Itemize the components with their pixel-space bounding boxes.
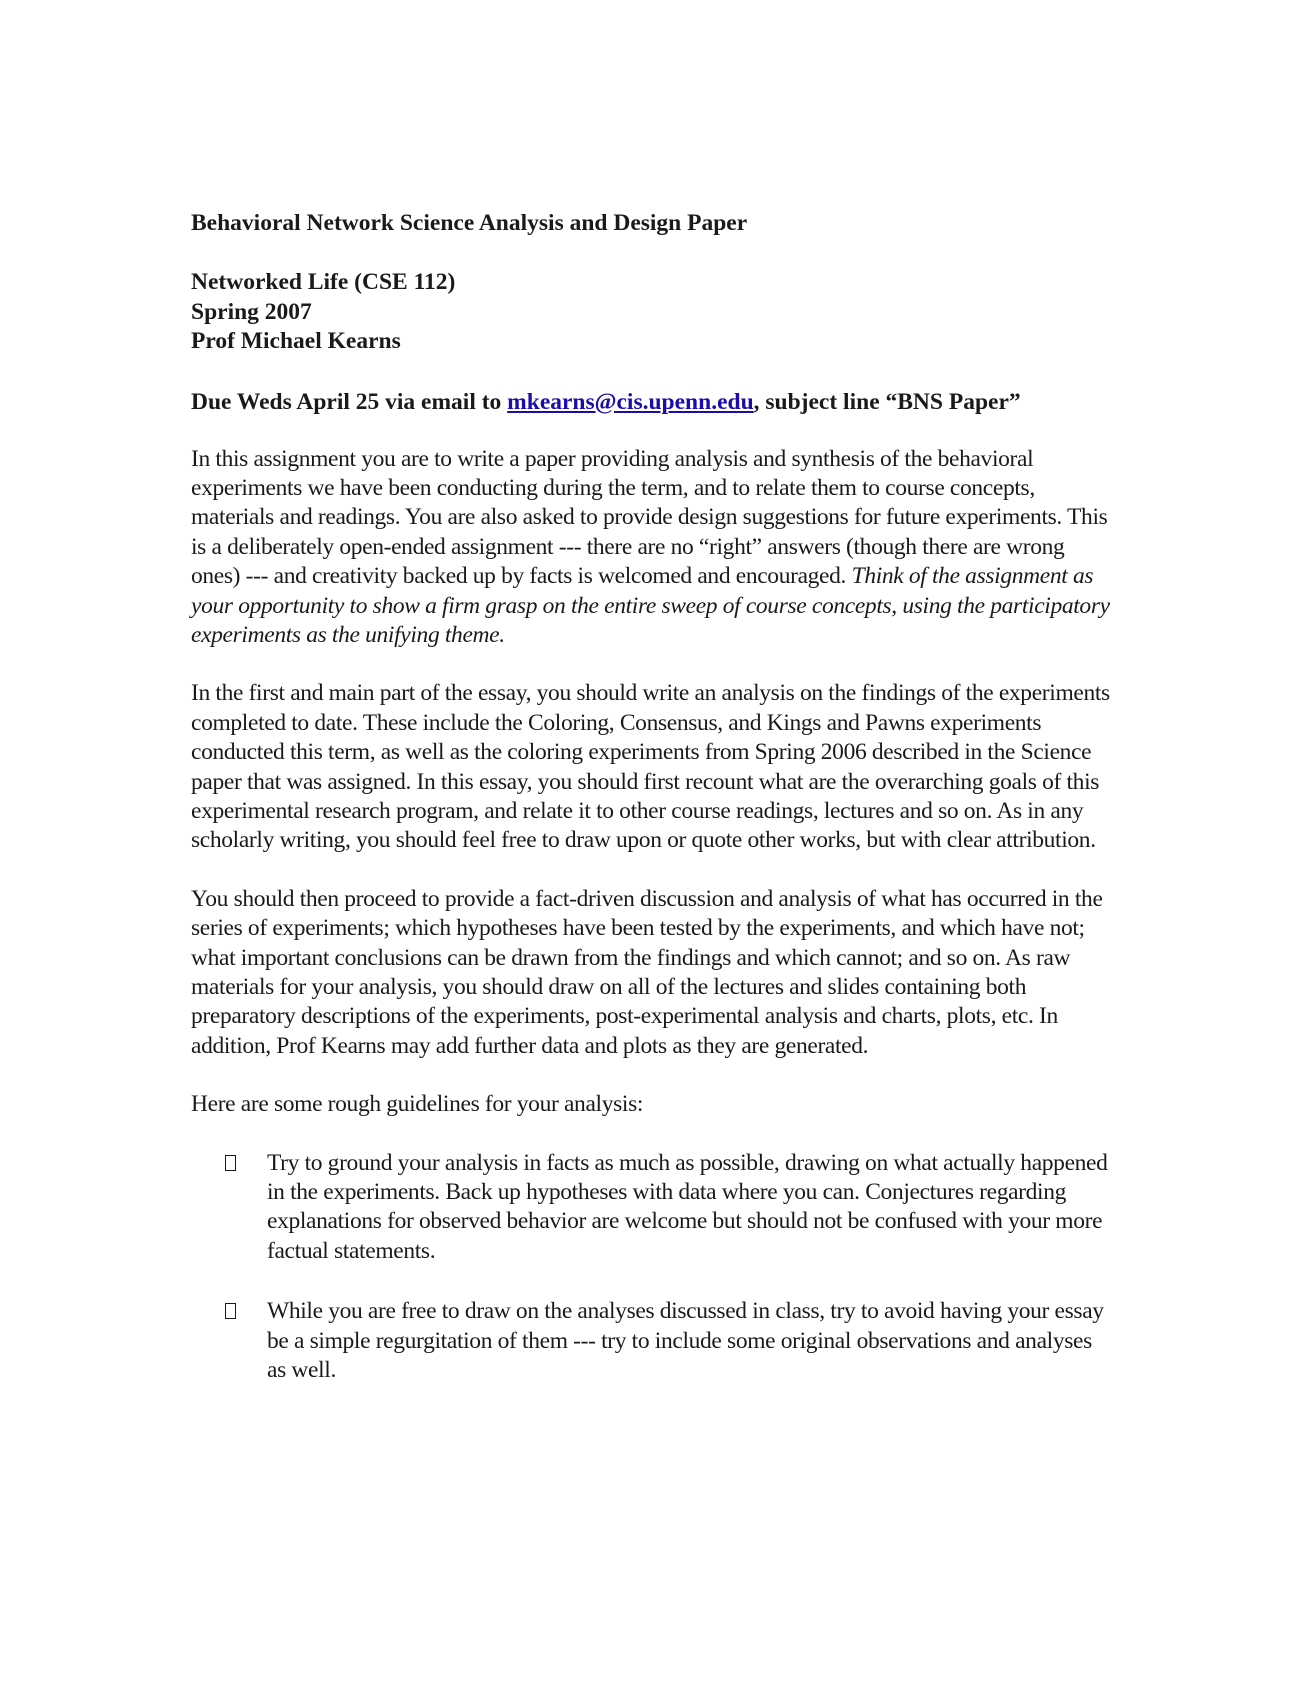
bullet-box-icon	[225, 1155, 236, 1171]
guidelines-list	[191, 1149, 1111, 1386]
bullet-box-icon	[225, 1303, 236, 1319]
guideline-text: Try to ground your analysis in facts as much as possible, drawing on what actually happened in the experiments. Back up hypotheses with data where you can. Conjectures regarding explanations for observed behavior are welcome but should not be confused with your more factual statements.	[267, 1149, 1108, 1264]
paragraph-guidelines-intro: Here are some rough guidelines for your analysis:	[191, 1091, 644, 1118]
paragraph-intro-text: In this assignment you are to write a paper providing analysis and synthesis of the behavioral experiments we have been conducting during the term, and to relate them to course concepts, materials and readings. You are also asked to provide design suggestions for future experiments. This is a deliberately open-ended assignment --- there are no “right” answers (though there are wrong ones) --- and creativity backed up by facts is welcomed and encouraged.	[191, 445, 1108, 590]
paragraph-intro-italic: Think of the assignment as your opportunity to show a firm grasp on the entire sweep of course concepts, using the participatory experiments as the unifying theme.	[191, 563, 1110, 648]
email-link[interactable]: mkearns@cis.upenn.edu	[507, 388, 754, 415]
list-item	[267, 1297, 1111, 1385]
due-prefix: Due Weds April 25 via email to	[191, 388, 508, 415]
course-info	[191, 268, 1111, 357]
document-body	[191, 208, 1111, 1416]
paragraph-intro	[191, 445, 1111, 651]
course-name: Networked Life (CSE 112)	[191, 269, 456, 295]
document-title: Behavioral Network Science Analysis and Design Paper	[191, 210, 748, 236]
course-term: Spring 2007	[191, 298, 312, 325]
list-item	[267, 1149, 1111, 1267]
due-suffix: , subject line “BNS Paper”	[753, 388, 1021, 415]
paragraph-discussion: You should then proceed to provide a fact-driven discussion and analysis of what has occurred in the series of experiments; which hypotheses have been tested by the experiments, and which have not; what important conclusions can be drawn from the findings and which cannot; and so on. As raw materials for your analysis, you should draw on all of the lectures and slides containing both preparatory descriptions of the experiments, post-experimental analysis and charts, plots, etc. In addition, Prof Kearns may add further data and plots as they are generated.	[191, 885, 1103, 1059]
course-instructor: Prof Michael Kearns	[191, 328, 401, 354]
due-line	[191, 387, 1111, 417]
guideline-text: While you are free to draw on the analyses discussed in class, try to avoid having your essay be a simple regurgitation of them --- try to include some original observations and analyses as well.	[267, 1298, 1104, 1384]
paragraph-analysis: In the first and main part of the essay, you should write an analysis on the findings of the experiments completed to date. These include the Coloring, Consensus, and Kings and Pawns experiments conducted this term, as well as the coloring experiments from Spring 2006 described in the Science paper that was assigned. In this essay, you should first recount what are the overarching goals of this experimental research program, and relate it to other course readings, lectures and so on. As in any scholarly writing, you should feel free to draw upon or quote other works, but with clear attribution.	[191, 680, 1110, 854]
